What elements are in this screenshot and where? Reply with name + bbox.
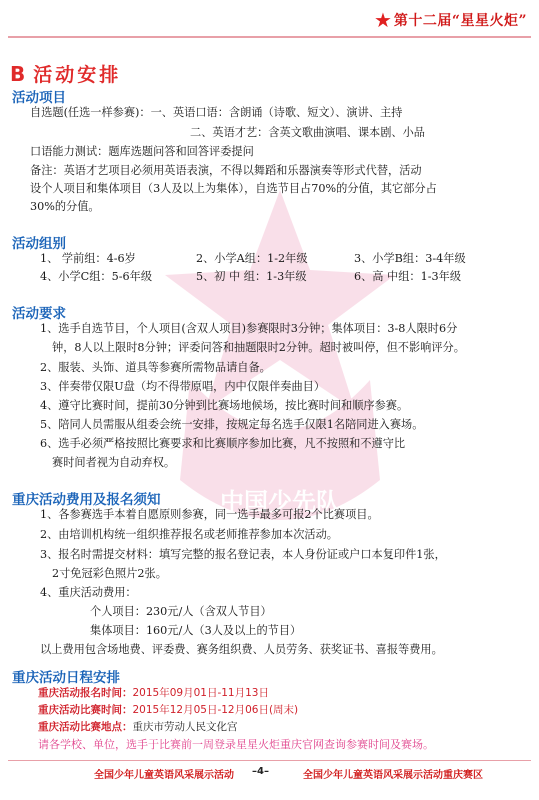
competition-place-label: 重庆活动比赛地点： bbox=[38, 721, 133, 733]
header-logo bbox=[374, 6, 527, 34]
items-line-5: 设个人项目和集体项目（3人及以上为集体），自选节目占70%的分值，其它部分占 bbox=[30, 182, 437, 195]
fee-line: 1、各参赛选手本着自愿原则参赛，同一选手最多可报2个比赛项目。 bbox=[40, 508, 379, 521]
requirement-line: 钟，8人以上限时8分钟；评委问答和抽题限时2分钟。超时被叫停，但不影响评分。 bbox=[52, 341, 465, 354]
fee-line: 集体项目：160元/人（3人及以上的节目） bbox=[90, 624, 302, 637]
competition-place bbox=[38, 720, 238, 734]
group-item: 6、高 中组：1-3年级 bbox=[354, 270, 462, 283]
group-item: 1、 学前组：4-6岁 bbox=[40, 252, 136, 265]
heading-groups: 活动组别 bbox=[12, 236, 66, 252]
requirement-line: 3、伴奏带仅限U盘（均不得带原唱，内中仅限伴奏曲目） bbox=[40, 380, 326, 393]
requirement-line: 4、遵守比赛时间，提前30分钟到比赛场地候场，按比赛时间和顺序参赛。 bbox=[40, 399, 409, 412]
group-item: 5、初 中 组：1-3年级 bbox=[196, 270, 307, 283]
requirement-line: 6、选手必须严格按照比赛要求和比赛顺序参加比赛，凡不按照和不遵守比 bbox=[40, 437, 406, 450]
heading-requirements: 活动要求 bbox=[12, 306, 66, 322]
group-item: 4、小学C组：5-6年级 bbox=[40, 270, 153, 283]
fee-line: 4、重庆活动费用： bbox=[40, 586, 137, 599]
competition-time-value: 2015年12月05日-12月06日(周末) bbox=[132, 704, 299, 716]
fee-line: 2寸免冠彩色照片2张。 bbox=[52, 567, 167, 580]
footer-divider bbox=[8, 760, 531, 761]
fee-line: 2、由培训机构统一组织推荐报名或老师推荐参加本次活动。 bbox=[40, 528, 338, 541]
heading-schedule: 重庆活动日程安排 bbox=[12, 670, 120, 686]
fee-line: 个人项目：230元/人（含双人节目） bbox=[90, 605, 272, 618]
fee-line: 以上费用包含场地费、评委费、赛务组织费、人员劳务、获奖证书、喜报等费用。 bbox=[40, 643, 443, 656]
section-title bbox=[10, 60, 121, 87]
items-line-1: 自选题(任选一样参赛)：一、英语口语：含朗诵（诗歌、短文）、演讲、主持 bbox=[30, 106, 403, 119]
requirement-line: 2、服装、头饰、道具等参赛所需物品请自备。 bbox=[40, 361, 271, 374]
section-letter: B bbox=[10, 61, 26, 86]
header-brand: 第十二届“星星火炬” bbox=[393, 13, 527, 29]
competition-place-value: 重庆市劳动人民文化宫 bbox=[132, 721, 238, 733]
schedule-note: 请各学校、单位，选手于比赛前一周登录星星火炬重庆官网查询参赛时间及赛场。 bbox=[38, 738, 434, 751]
registration-time-value: 2015年09月01日-11月13日 bbox=[132, 687, 269, 699]
items-line-2: 二、英语才艺：含英文歌曲演唱、课本剧、小品 bbox=[190, 126, 425, 139]
section-heading: 活动安排 bbox=[33, 64, 122, 86]
footer-left: 全国少年儿童英语风采展示活动 bbox=[94, 770, 234, 781]
heading-fees: 重庆活动费用及报名须知 bbox=[12, 492, 161, 508]
heading-items: 活动项目 bbox=[12, 90, 66, 106]
group-item: 3、小学B组：3-4年级 bbox=[354, 252, 466, 265]
items-line-6: 30%的分值。 bbox=[30, 200, 100, 213]
watermark-text: 中国少先队 bbox=[220, 488, 340, 516]
fee-line: 3、报名时需提交材料：填写完整的报名登记表，本人身份证或户口本复印件1张， bbox=[40, 548, 446, 561]
registration-time bbox=[38, 686, 269, 700]
requirement-line: 1、选手自选节目，个人项目(含双人项目)参赛限时3分钟；集体项目：3-8人限时6分 bbox=[40, 322, 458, 335]
registration-time-label: 重庆活动报名时间： bbox=[38, 687, 133, 699]
items-line-3: 口语能力测试：题库选题问答和回答评委提问 bbox=[30, 145, 254, 158]
competition-time bbox=[38, 703, 298, 717]
requirement-line: 赛时间者视为自动弃权。 bbox=[52, 456, 176, 469]
group-item: 2、小学A组：1-2年级 bbox=[196, 252, 308, 265]
page-number: –4– bbox=[252, 766, 269, 777]
header-divider bbox=[8, 36, 531, 38]
competition-time-label: 重庆活动比赛时间： bbox=[38, 704, 133, 716]
star-torch-icon: ★ bbox=[373, 8, 392, 32]
footer-right: 全国少年儿童英语风采展示活动重庆赛区 bbox=[303, 770, 483, 781]
items-line-4: 备注：英语才艺项目必须用英语表演，不得以舞蹈和乐器演奏等形式代替，活动 bbox=[30, 164, 422, 177]
requirement-line: 5、陪同人员需服从组委会统一安排，按规定每名选手仅限1名陪同进入赛场。 bbox=[40, 418, 424, 431]
